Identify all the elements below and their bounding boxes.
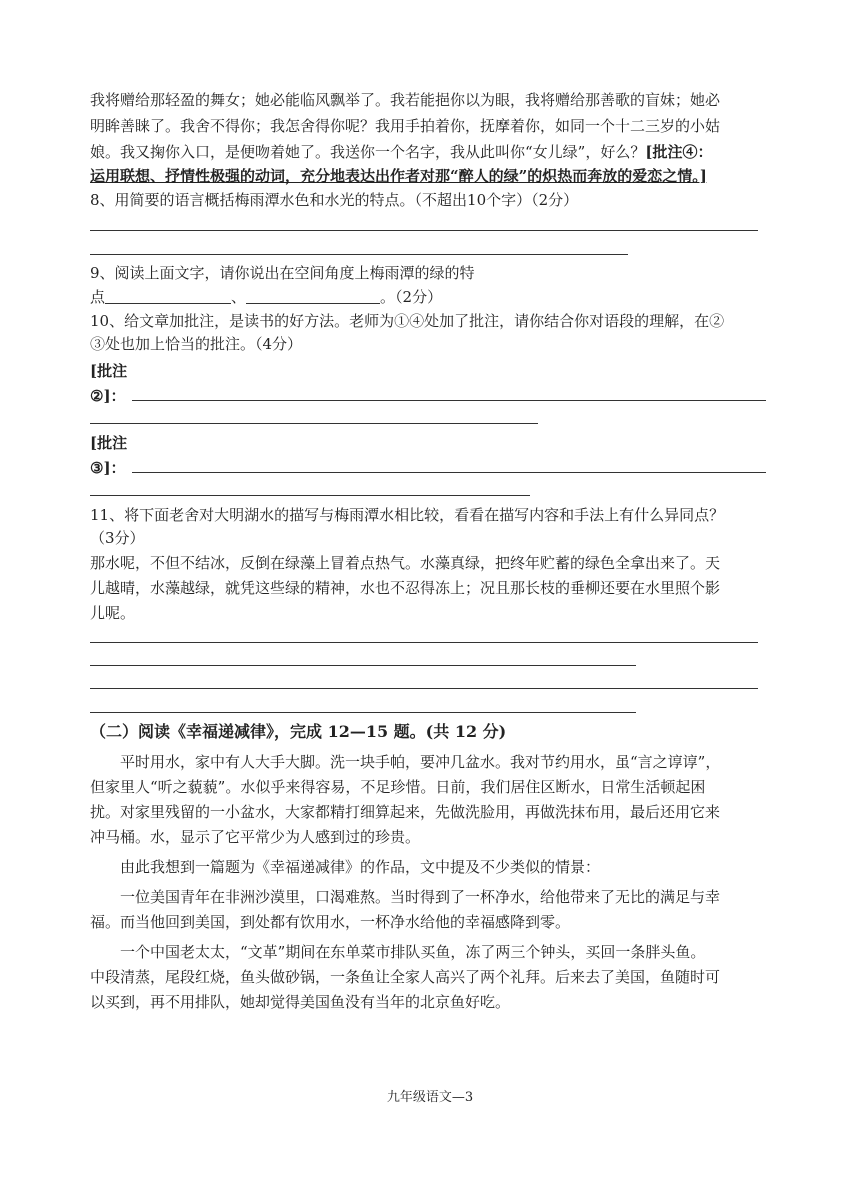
quote-line-2: 儿越晴，水藻越绿，就凭这些绿的精神，水也不忍得冻上；况且那长枝的垂柳还要在水里照个影: [90, 579, 721, 597]
annotation-2-head: [批注: [90, 362, 128, 380]
passage-line-3: [90, 142, 712, 162]
annotation-3-label: ③]：: [90, 459, 126, 477]
question-10-line-2: ③处也加上恰当的批注。（4分）: [90, 335, 303, 353]
quote-line-3: 儿呢。: [90, 604, 136, 622]
section-2-line-8: 一个中国老太太，“文革”期间在东单菜市排队买鱼，冻了两三个钟头，买回一条胖头鱼。: [90, 943, 706, 961]
answer-line-annotation-3-1[interactable]: [132, 472, 766, 473]
answer-blank-q9-2[interactable]: [246, 288, 380, 304]
quote-line-1: 那水呢，不但不结冰，反倒在绿藻上冒着点热气。水藻真绿，把终年贮蓄的绿色全拿出来了。天: [90, 554, 721, 572]
section-2-line-2: 但家里人“听之藐藐”。水似乎来得容易，不足珍惜。日前，我们居住区断水，日常生活顿起困: [90, 778, 706, 796]
section-2-heading: （二）阅读《幸福递减律》，完成 12—15 题。(共 12 分): [90, 722, 507, 741]
passage-line-2: 明眸善睐了。我舍不得你；我怎舍得你呢？我用手拍着你，抚摩着你，如同一个十二三岁的小姑: [90, 117, 721, 135]
section-2-line-5: 由此我想到一篇题为《幸福递减律》的作品，文中提及不少类似的情景：: [90, 858, 601, 876]
answer-line-annotation-2-1[interactable]: [132, 400, 766, 401]
answer-line-q11-3[interactable]: [90, 688, 758, 689]
section-2-line-9: 中段清蒸，尾段红烧，鱼头做砂锅，一条鱼让全家人高兴了两个礼拜。后来去了美国，鱼随时可: [90, 968, 721, 986]
question-10-line-1: 10、给文章加批注，是读书的好方法。老师为①④处加了批注，请你结合你对语段的理解，在②: [90, 312, 725, 330]
answer-blank-q9-1[interactable]: [105, 288, 231, 304]
question-8: 8、用简要的语言概括梅雨潭水色和水光的特点。（不超出10个字）（2分）: [90, 191, 579, 209]
answer-line-q8-1[interactable]: [90, 230, 758, 231]
annotation-4-head: [批注④：: [645, 143, 713, 161]
section-2-line-6: 一位美国青年在非洲沙漠里，口渴难熬。当时得到了一杯净水，给他带来了无比的满足与幸: [90, 888, 721, 906]
section-2-line-3: 扰。对家里残留的一小盆水，大家都精打细算起来，先做洗脸用，再做洗抹布用，最后还用它来: [90, 803, 721, 821]
answer-line-annotation-2-2[interactable]: [90, 423, 538, 424]
section-2-line-4: 冲马桶。水，显示了它平常少为人感到过的珍贵。: [90, 828, 421, 846]
question-9-line-1: 9、阅读上面文字，请你说出在空间角度上梅雨潭的绿的特: [90, 264, 475, 282]
passage-line-3-text: 娘。我又掬你入口，是便吻着她了。我送你一个名字，我从此叫你“女儿绿”，好么？: [90, 143, 646, 161]
question-9-sep: 、: [231, 288, 247, 306]
annotation-4-body: 运用联想、抒情性极强的动词，充分地表达出作者对那“醉人的绿”的炽热而奔放的爱恋之情。]: [90, 167, 707, 185]
section-2-line-7: 福。而当他回到美国，到处都有饮用水，一杯净水给他的幸福感降到零。: [90, 913, 571, 931]
section-2-line-1: 平时用水，家中有人大手大脚。洗一块手帕，要冲几盆水。我对节约用水，虽“言之谆谆”，: [90, 753, 721, 771]
section-2-line-10: 以买到，再不用排队，她却觉得美国鱼没有当年的北京鱼好吃。: [90, 993, 511, 1011]
question-9-prefix: 点: [90, 288, 106, 306]
answer-line-q11-4[interactable]: [90, 712, 636, 713]
question-11-line-2: （3分）: [90, 529, 145, 547]
page-footer: 九年级语文—3: [386, 1090, 474, 1105]
passage-line-1: 我将赠给那轻盈的舞女；她必能临风飘举了。我若能挹你以为眼，我将赠给那善歌的盲妹；她必: [90, 91, 721, 109]
question-9-line-2: [90, 287, 442, 307]
answer-line-q11-2[interactable]: [90, 665, 636, 666]
question-11-line-1: 11、将下面老舍对大明湖水的描写与梅雨潭水相比较，看看在描写内容和手法上有什么异同点？: [90, 506, 725, 524]
annotation-2-label: ②]：: [90, 387, 126, 405]
question-9-suffix: 。（2分）: [380, 288, 443, 306]
answer-line-q11-1[interactable]: [90, 642, 758, 643]
answer-line-q8-2[interactable]: [90, 254, 628, 255]
answer-line-annotation-3-2[interactable]: [90, 495, 530, 496]
annotation-3-head: [批注: [90, 434, 128, 452]
